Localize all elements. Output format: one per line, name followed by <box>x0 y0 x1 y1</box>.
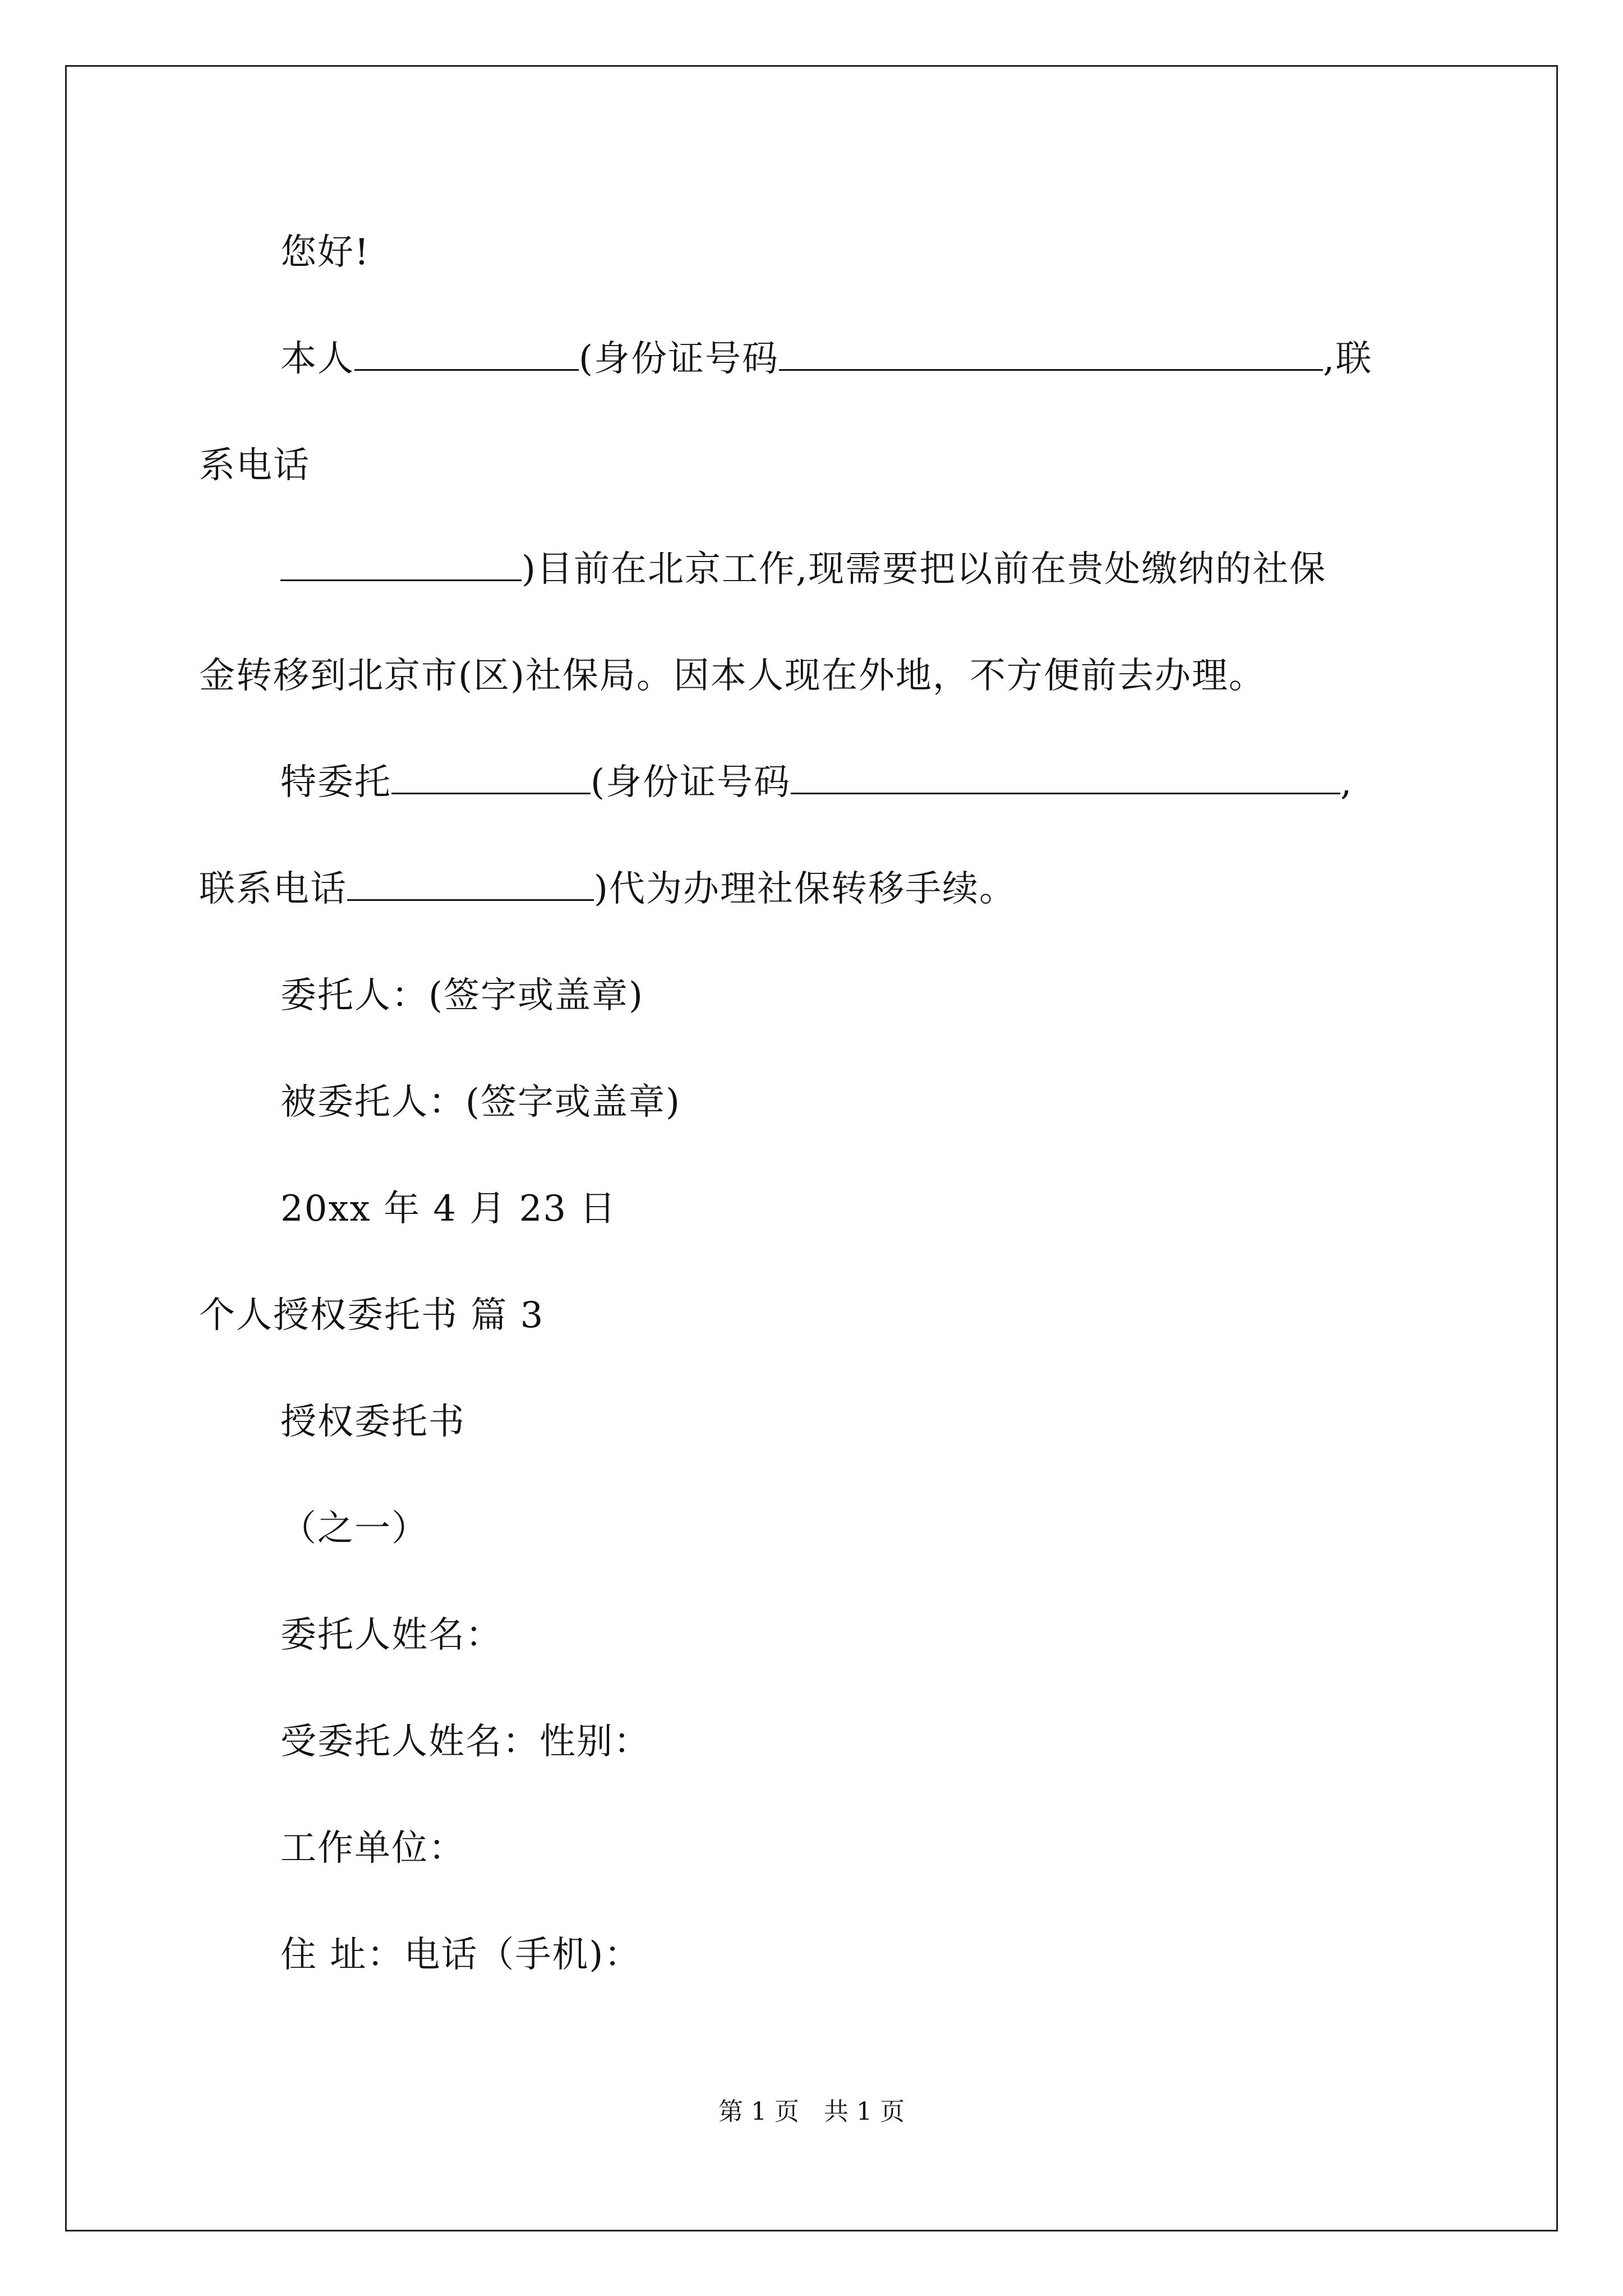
text-comma: , <box>1340 762 1353 803</box>
blank-name <box>354 338 579 371</box>
field-address: 住 址：电话（手机)： <box>280 1934 642 1976</box>
page-border <box>65 65 1558 2231</box>
signature-agent: 被委托人：(签字或盖章) <box>280 1082 681 1123</box>
blank-phone <box>280 548 522 581</box>
text-self: 本人 <box>280 338 354 380</box>
doc-title: 授权委托书 <box>280 1401 465 1443</box>
text-id-label-2: (身份证号码 <box>591 762 791 803</box>
blank-agent-id <box>791 761 1340 794</box>
text-contact-phone: 联系电话 <box>199 868 347 910</box>
paragraph-line-5 <box>280 760 1353 805</box>
page-footer: 第 1 页 共 1 页 <box>718 2097 905 2126</box>
text-work-beijing: )目前在北京工作,现需要把以前在贵处缴纳的社保 <box>522 549 1327 590</box>
paragraph-line-1 <box>280 337 1372 381</box>
blank-agent-phone <box>347 868 594 901</box>
greeting: 您好! <box>280 232 370 273</box>
field-agent-name: 受委托人姓名：性别： <box>280 1721 651 1763</box>
paragraph-line-6 <box>199 867 1016 912</box>
blank-agent-name <box>391 761 591 794</box>
paragraph-line-3 <box>280 547 1326 592</box>
text-handle-transfer: )代为办理社保转移手续。 <box>594 868 1016 910</box>
date-line: 20xx 年 4 月 23 日 <box>280 1188 617 1230</box>
section-title: 个人授权委托书 篇 3 <box>199 1295 545 1336</box>
paragraph-line-4: 金转移到北京市(区)社保局。因本人现在外地，不方便前去办理。 <box>199 655 1266 697</box>
doc-subtitle: （之一） <box>280 1508 428 1549</box>
text-entrust: 特委托 <box>280 762 391 803</box>
paragraph-line-2: 系电话 <box>199 445 310 486</box>
field-work-unit: 工作单位： <box>280 1828 465 1869</box>
text-id-label: (身份证号码 <box>579 338 779 380</box>
blank-id-number <box>779 338 1323 371</box>
text-comma-lian: ,联 <box>1322 338 1373 380</box>
field-principal-name: 委托人姓名： <box>280 1614 502 1656</box>
signature-principal: 委托人：(签字或盖章) <box>280 975 644 1016</box>
